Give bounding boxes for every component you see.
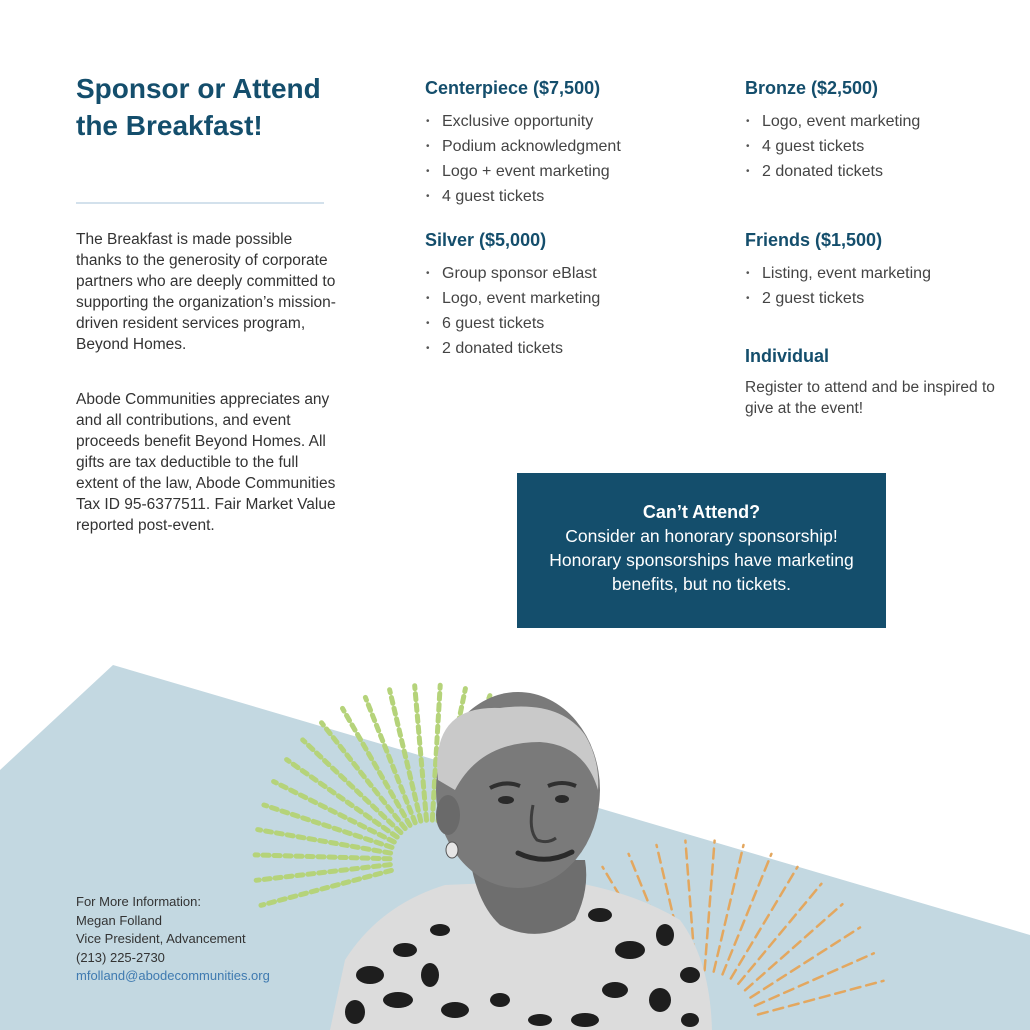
contact-name: Megan Folland bbox=[76, 912, 162, 928]
tier-bronze bbox=[745, 77, 920, 184]
tier-benefit: • 6 guest tickets bbox=[425, 311, 600, 336]
tier-benefit: • 4 guest tickets bbox=[425, 184, 621, 209]
contact-role: Vice President, Advancement bbox=[76, 931, 246, 946]
callout-title: Can’t Attend? bbox=[642, 502, 761, 522]
tier-title: Silver ($5,000) bbox=[425, 230, 547, 250]
tier-benefit: • 4 guest tickets bbox=[745, 134, 920, 159]
tier-friends bbox=[745, 229, 931, 311]
contact-block bbox=[76, 893, 270, 986]
callout-body: Consider an honorary sponsorship! Honorary sponsorships have marketing benefits, but no tickets. bbox=[549, 526, 854, 594]
tier-silver bbox=[425, 229, 600, 361]
tier-benefit: • Logo, event marketing bbox=[745, 109, 920, 134]
contact-phone: (213) 225-2730 bbox=[76, 949, 165, 965]
tier-title: Bronze ($2,500) bbox=[745, 78, 879, 98]
tier-benefit: • 2 donated tickets bbox=[745, 159, 920, 184]
tier-title: Centerpiece ($7,500) bbox=[425, 78, 601, 98]
tier-individual bbox=[745, 345, 1005, 419]
tier-benefit: • Logo + event marketing bbox=[425, 159, 621, 184]
contact-heading: For More Information: bbox=[76, 894, 201, 909]
divider bbox=[76, 202, 324, 204]
tier-benefit: • Listing, event marketing bbox=[745, 261, 931, 286]
tier-title: Friends ($1,500) bbox=[745, 230, 883, 250]
tier-centerpiece bbox=[425, 77, 621, 209]
honorary-callout bbox=[517, 473, 886, 628]
tier-benefit: • Logo, event marketing bbox=[425, 286, 600, 311]
tier-benefit: • 2 guest tickets bbox=[745, 286, 931, 311]
contact-email-link[interactable]: mfolland@abodecommunities.org bbox=[76, 968, 270, 983]
contributions-paragraph: Abode Communities appreciates any and all contributions, and event proceeds benefit Beyond Homes. All gifts are tax deductible to the full extent of the law, Abode Communities Tax ID 95-6377511. Fair Market Value reported post-event. bbox=[76, 391, 336, 534]
tier-benefit: • 2 donated tickets bbox=[425, 336, 600, 361]
tier-benefit: • Podium acknowledgment bbox=[425, 134, 621, 159]
tier-title: Individual bbox=[745, 346, 830, 366]
tier-benefit: • Group sponsor eBlast bbox=[425, 261, 600, 286]
intro-paragraph: The Breakfast is made possible thanks to the generosity of corporate partners who are deeply committed to supporting the organization’s mission-driven resident services program, Beyond Homes. bbox=[76, 231, 336, 353]
individual-description: Register to attend and be inspired to give at the event! bbox=[745, 379, 995, 417]
page-title: Sponsor or Attend the Breakfast! bbox=[76, 73, 321, 141]
tier-benefit: • Exclusive opportunity bbox=[425, 109, 621, 134]
